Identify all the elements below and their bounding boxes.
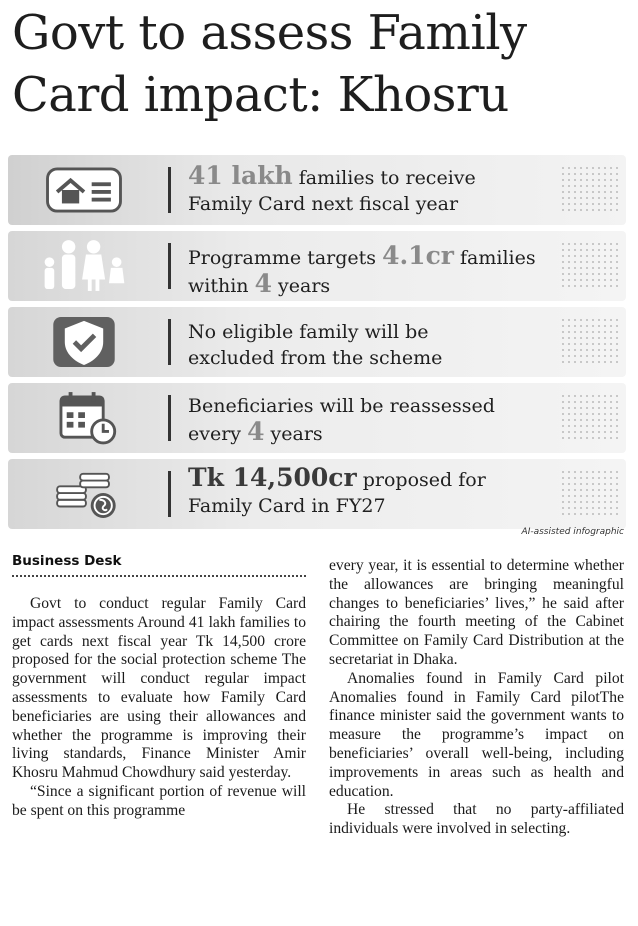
headline-line-1: Govt to assess Family — [12, 5, 527, 61]
text-line-1: Beneficiaries will be reassessed — [188, 395, 495, 417]
divider — [168, 243, 171, 289]
text-fragment: years — [271, 275, 331, 297]
info-row-programme-target — [8, 231, 626, 301]
paragraph: “Since a significant portion of revenue will be spent on this programme — [12, 782, 306, 819]
article-column-right — [329, 557, 624, 839]
highlight-value: 4 — [254, 269, 272, 298]
highlight-value: 4 — [247, 417, 265, 446]
text-fragment: families to receive — [292, 167, 476, 189]
byline: Business Desk — [12, 553, 306, 577]
house-list-icon — [8, 155, 160, 225]
info-text — [188, 163, 548, 217]
paragraph: Govt to conduct regular Family Card impact assessments Around 41 lakh families to get cards next fiscal year Tk 14,500 crore proposed for the social protection scheme The government will conduct regular impact assessments to evaluate how Family Card beneficiaries are using their allowances and whether the programme is improving their living standards, Finance Minister Amir Khosru Mahmud Chowdhury said yesterday. — [12, 595, 306, 782]
calendar-clock-icon — [8, 383, 160, 453]
family-icon — [8, 231, 160, 301]
info-row-families-lakh — [8, 155, 626, 225]
decorative-dots — [560, 165, 620, 215]
paragraph: every year, it is essential to determine whether the allowances are bringing meaningful changes to beneficiaries’ lives,” he said after chairing the fourth meeting of the Cabinet Committee on Family Card Distribution at the secretariat in Dhaka. — [329, 557, 624, 668]
paragraph: He stressed that no party-affiliated individuals were involved in selecting. — [329, 801, 624, 838]
decorative-dots — [560, 241, 620, 291]
text-fragment: years — [264, 423, 323, 445]
text-fragment: proposed for — [356, 469, 486, 491]
decorative-dots — [560, 317, 620, 367]
text-fragment: Programme targets — [188, 247, 383, 269]
headline-line-2: Card impact: Khosru — [12, 67, 509, 123]
highlight-value: 4.1cr — [382, 241, 454, 270]
infographic-caption: AI-assisted infographic — [521, 527, 624, 537]
highlight-value: 41 lakh — [188, 161, 293, 190]
infographic — [8, 155, 626, 535]
info-text — [188, 465, 548, 519]
divider — [168, 167, 171, 213]
info-text — [188, 319, 548, 371]
headline — [12, 2, 632, 126]
text-line-2: Family Card next fiscal year — [188, 193, 459, 215]
article-column-left — [12, 595, 306, 821]
info-row-no-exclusion — [8, 307, 626, 377]
text-fragment: within — [188, 275, 255, 297]
info-row-budget — [8, 459, 626, 529]
shield-check-icon — [8, 307, 160, 377]
decorative-dots — [560, 393, 620, 443]
divider — [168, 319, 171, 365]
text-fragment: every — [188, 423, 248, 445]
text-line-2: excluded from the scheme — [188, 347, 443, 369]
text-fragment: families — [453, 247, 536, 269]
decorative-dots — [560, 469, 620, 519]
divider — [168, 395, 171, 441]
info-text — [188, 243, 548, 299]
info-row-reassessed — [8, 383, 626, 453]
info-text — [188, 393, 548, 447]
coins-taka-icon — [8, 459, 160, 529]
text-line-2: Family Card in FY27 — [188, 495, 386, 517]
text-line-1: No eligible family will be — [188, 321, 429, 343]
divider — [168, 471, 171, 517]
paragraph: Anomalies found in Family Card pilot Anomalies found in Family Card pilotThe finance minister said the government wants to measure the programme’s impact on beneficiaries’ overall well-being, including improvements in areas such as health and education. — [329, 669, 624, 800]
highlight-value: Tk 14,500cr — [188, 463, 357, 492]
